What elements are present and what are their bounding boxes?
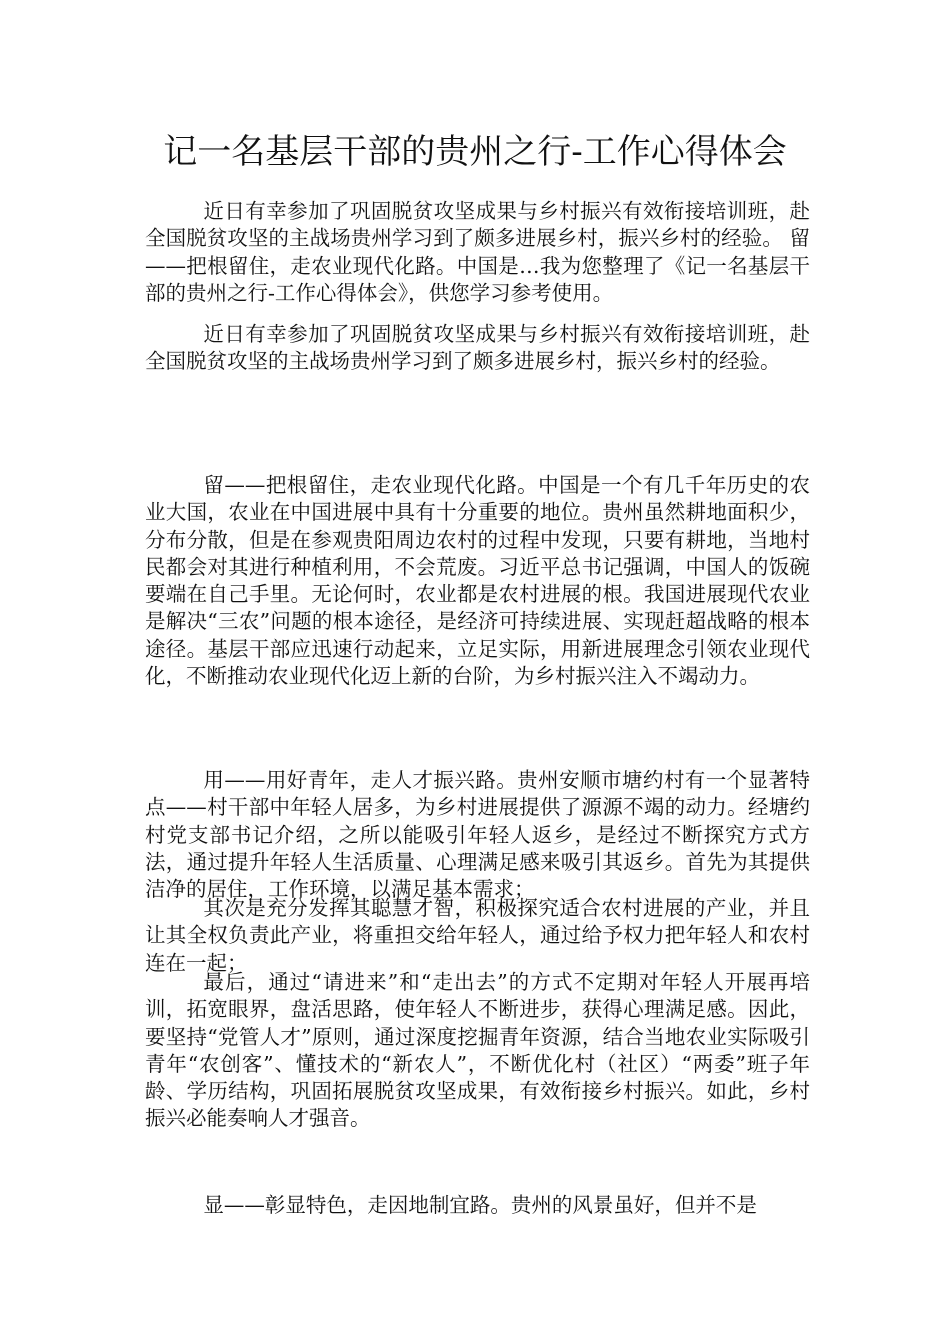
section-liu-paragraph: 留——把根留住，走农业现代化路。中国是一个有几千年历史的农业大国，农业在中国进展中具有十分重要的地位。贵州虽然耕地面积少，分布分散，但是在参观贵阳周边农村的过程中发现，只要有耕地，当地村民都会对其进行种植利用，不会荒废。习近平总书记强调，中国人的饭碗要端在自己手里。无论何时，农业都是农村进展的根。我国进展现代农业是解决“三农”问题的根本途径，是经济可持续进展、实现赶超战略的根本途径。基层干部应迅速行动起来，立足实际，用新进展理念引领农业现代化，不断推动农业现代化迈上新的台阶，为乡村振兴注入不竭动力。 bbox=[145, 473, 810, 689]
section-yong-second-paragraph: 其次是充分发挥其聪慧才智，积极探究适合农村进展的产业，并且让其全权负责此产业，将重担交给年轻人，通过给予权力把年轻人和农村连在一起； bbox=[145, 896, 810, 975]
intro-paragraph: 近日有幸参加了巩固脱贫攻坚成果与乡村振兴有效衔接培训班，赴全国脱贫攻坚的主战场贵州学习到了颇多进展乡村，振兴乡村的经验。 bbox=[145, 322, 810, 374]
section-yong-third-paragraph: 最后，通过“请进来”和“走出去”的方式不定期对年轻人开展再培训，拓宽眼界，盘活思路，使年轻人不断进步，获得心理满足感。因此，要坚持“党管人才”原则，通过深度挖掘青年资源，结合当地农业实际吸引青年“农创客”、懂技术的“新农人”，不断优化村（社区）“两委”班子年龄、学历结构，巩固拓展脱贫攻坚成果，有效衔接乡村振兴。如此，乡村振兴必能奏响人才强音。 bbox=[145, 970, 810, 1131]
section-xian-paragraph: 显——彰显特色，走因地制宜路。贵州的风景虽好，但并不是 bbox=[203, 1193, 757, 1217]
document-title: 记一名基层干部的贵州之行-工作心得体会 bbox=[163, 132, 787, 172]
intro-summary-paragraph: 近日有幸参加了巩固脱贫攻坚成果与乡村振兴有效衔接培训班，赴全国脱贫攻坚的主战场贵州学习到了颇多进展乡村，振兴乡村的经验。 留——把根留住，走农业现代化路。中国是…我为您整理了《记一名基层干部的贵州之行-工作心得体会》，供您学习参考使用。 bbox=[145, 199, 810, 305]
section-yong-paragraph: 用——用好青年，走人才振兴路。贵州安顺市塘约村有一个显著特点——村干部中年轻人居多，为乡村进展提供了源源不竭的动力。经塘约村党支部书记介绍，之所以能吸引年轻人返乡，是经过不断探究方式方法，通过提升年轻人生活质量、心理满足感来吸引其返乡。首先为其提供洁净的居住，工作环境，以满足基本需求； bbox=[145, 768, 810, 902]
